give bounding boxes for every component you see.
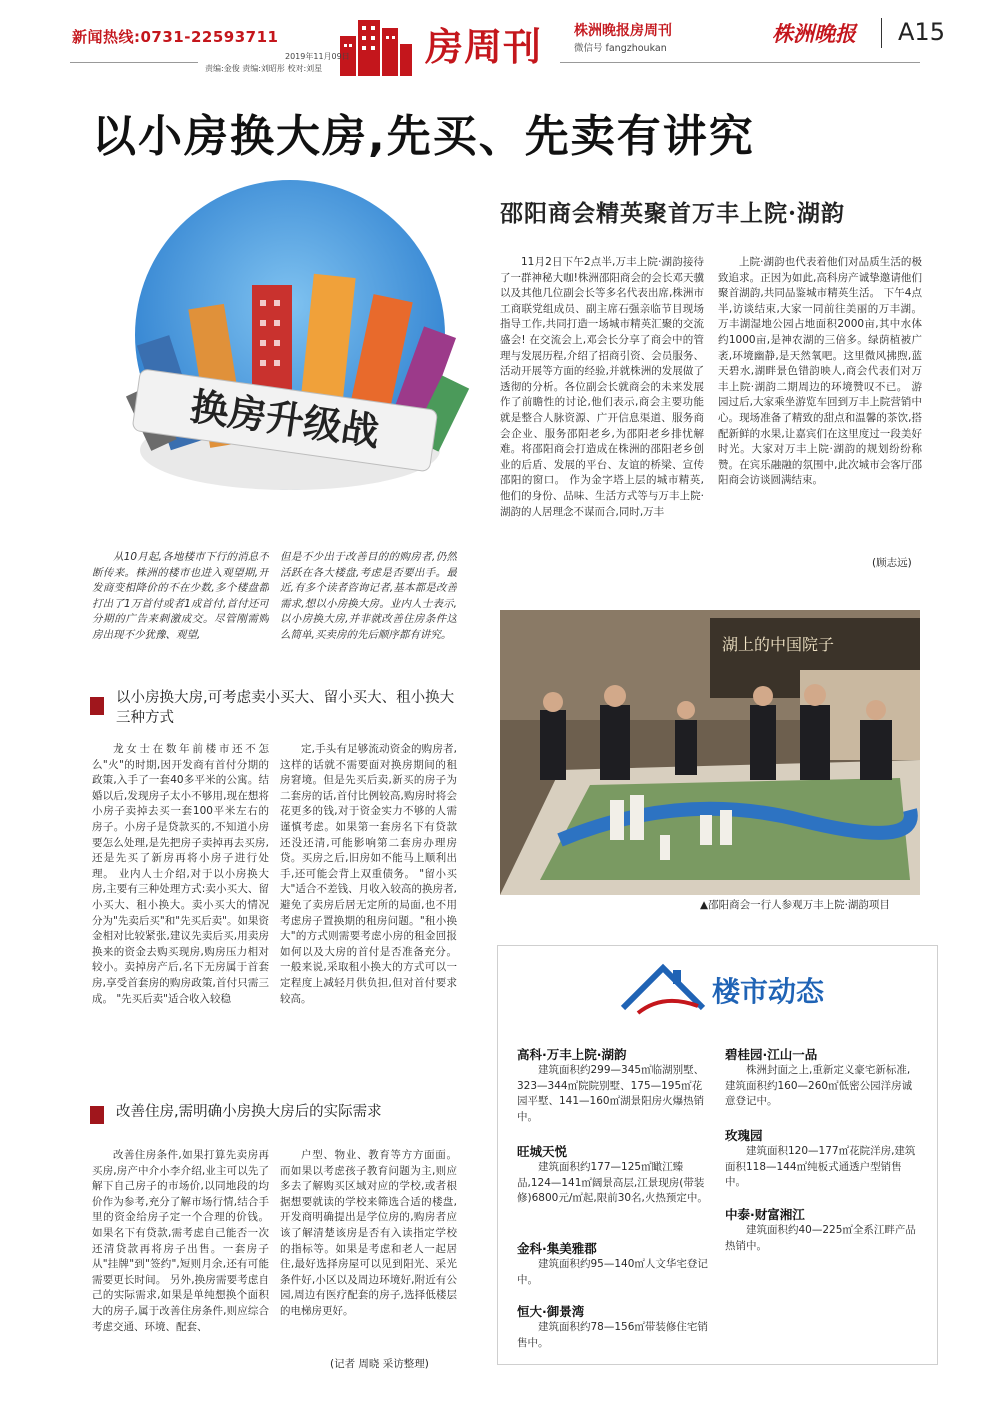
header-rule-right bbox=[560, 62, 920, 63]
market-item-name: 玫瑰园 bbox=[725, 1128, 763, 1143]
news-byline: (顾志远) bbox=[872, 557, 912, 569]
page-number: A15 bbox=[898, 18, 945, 46]
intro-text-b: 但是不少出于改善目的的购房者,仍然活跃在各大楼盘,考虑是否要出手。最近,有多个读者咨询记者,基本都是改善需求,想以小房换大房。业内人士表示,以小房换大房,并非就改善住房条件这么简单,买卖房的先后顺序都有讲究。 bbox=[280, 551, 457, 641]
intro-col-2 bbox=[280, 550, 457, 658]
market-item-name: 高科·万丰上院·湖韵 bbox=[517, 1047, 627, 1062]
wechat-id: 微信号 fangzhoukan bbox=[574, 43, 667, 54]
article-headline: 以小房换大房,先买、先卖有讲究 bbox=[92, 111, 755, 162]
news-text-b: 上院·湖韵也代表着他们对品质生活的极致追求。正因为如此,高科房产诚挚邀请他们聚首湖韵,共同品鉴城市精英生活。 下午4点半,访谈结束,大家一同前往美丽的万丰湖。万丰湖湿地公园占地面积2000亩,其中水体约1000亩,是神农湖的三倍多。绿荫植被广袤,环境幽静,是天然氧吧。这里微风拂煦,蓝天碧水,湖畔景色错韵映人,商会代表们对万丰上院·湖韵二期周边的环境赞叹不已。 游园过后,大家乘坐游览车回到万丰上院营销中心。现场准备了精致的甜点和温馨的茶饮,搭配新鲜的水果,让嘉宾们在这里度过一段美好时光。大家对万丰上院·湖韵的规划纷纷称赞。在宾乐融融的氛围中,此次城市会客厅邵阳商会访谈圆满结束。 bbox=[718, 256, 922, 487]
intro-text-a: 从10月起,各地楼市下行的消息不断传来。株洲的楼市也进入观望期,开发商变相降价的不在少数,多个楼盘都打出了1万首付或者1成首付,首付还可分期的广告来刺激成交。尽管刚需购房出现不少犹豫、观望, bbox=[92, 551, 269, 641]
section-2-byline: (记者 周晓 采访整理) bbox=[330, 1358, 429, 1370]
section-1-col-2 bbox=[280, 742, 457, 1067]
paper-subtitle: 株洲晚报房周刊 bbox=[574, 23, 672, 39]
section-2-heading: 改善住房,需明确小房换大房后的实际需求 bbox=[116, 1104, 382, 1120]
market-item-name: 旺城天悦 bbox=[517, 1144, 568, 1159]
header-rule bbox=[70, 62, 198, 63]
news-text-a: 11月2日下午2点半,万丰上院·湖韵接待了一群神秘大咖!株洲邵阳商会的会长邓天骥以及其他几位副会长等多名代表出席,株洲市工商联党组成员、副主席石强亲临节目现场指导工作,共同打造一场城市精英汇聚的交流盛会! 在交流会上,邓会长分享了商会中的管理与发展历程,介绍了招商引资、会员服务、活动开展等方面的经验,并就株洲的发展做了透彻的分析。各位副会长就商会的未来发展作了前瞻性的讨论,他们表示,商会主要功能就是整合人脉资源、广开信息渠道、服务商会企业、服务邵阳老乡,为邵阳老乡排忧解难。将邵阳商会打造成在株洲的邵阳老乡创业的后盾、发展的平台、友谊的桥梁、宣传邵阳的窗口。 作为金字塔上层的城市精英,他们的身份、品味、生活方式等与万丰上院·湖韵的人居理念不谋而合,同时,万丰 bbox=[500, 256, 704, 518]
section-2-col-2 bbox=[280, 1148, 457, 1353]
news-hotline: 新闻热线:0731-22593711 bbox=[72, 28, 279, 46]
house-roof-icon bbox=[618, 958, 708, 1018]
news-col-1 bbox=[500, 255, 704, 585]
section-1-text-a: 龙女士在数年前楼市还不怎么"火"的时期,因开发商有首付分期的政策,入手了一套40多平米的公寓。结婚以后,发现房子太小不够用,现在想将小房子卖掉去买一套100平米左右的房子。小房子是贷款买的,不知道小房要怎么处理,是先把房子卖掉再去买房,还是先买了新房再将小房子进行处理。 业内人士介绍,对于以小房换大房,主要有三种处理方式:卖小买大、留小买大、租小换大。卖小买大的情况分为"先卖后买"和"先买后卖"。如果资金相对比较紧张,建议先卖后买,用卖房换来的资金去购买现房,购房压力相对较小。卖掉房产后,名下无房属于首套房,享受首套房的购房政策,首付只需三成。 "先买后卖"适合收入较稳 bbox=[92, 743, 269, 1005]
market-item-desc: 建筑面积约177—125㎡瞰江臻品,124—141㎡阔景高层,江景现房(带装修)6800元/㎡起,限前30名,火热预定中。 bbox=[517, 1161, 708, 1205]
column-brand: 房周刊 bbox=[425, 24, 543, 69]
event-photo bbox=[500, 610, 920, 895]
photo-caption: ▲邵阳商会一行人参观万丰上院·湖韵项目 bbox=[700, 899, 890, 911]
section-1-text-b: 定,手头有足够流动资金的购房者,这样的话就不需要面对换房期间的租房窘境。但是先买后卖,新买的房子为二套房的话,首付比例较高,购房时将会花更多的钱,对于资金实力不够的人需谨慎考虑。如果第一套房名下有贷款还没还清,可能影响第二套房办理房贷。买房之后,旧房如不能马上顺利出手,还可能会背上双重债务。 "留小买大"适合不差钱、月收入较高的换房者,避免了卖房后居无定所的局面,也不用考虑房子置换期的租房问题。"租小换大"的方式则需要考虑小房的租金回报如何以及大房的首付是否准备充分。一般来说,采取租小换大的方式可以一定程度上减轻月供负担,但对首付要求较高。 bbox=[280, 743, 457, 1005]
market-item-desc: 株洲封面之上,重新定义豪宅新标准,建筑面积约160—260㎡低密公园洋房诚意登记中。 bbox=[725, 1064, 913, 1108]
section-1-col-1 bbox=[92, 742, 269, 1077]
newspaper-logo: 株洲晚报 bbox=[772, 21, 856, 46]
intro-col-1 bbox=[92, 550, 269, 658]
issue-date: 2019年11月09日 bbox=[285, 52, 350, 61]
editor-credits: 责编:金俊 责编:刘昭彤 校对:刘星 bbox=[205, 64, 323, 73]
market-item-desc: 建筑面积约95—140㎡人文华宅登记中。 bbox=[517, 1258, 708, 1286]
market-item-desc: 建筑面积约299—345㎡临湖别墅、323—344㎡院院别墅、175—195㎡花园平墅、141—160㎡湖景阳房火爆热销中。 bbox=[517, 1064, 705, 1123]
market-item-desc: 建筑面积约40—225㎡全系江畔产品热销中。 bbox=[725, 1224, 916, 1252]
housing-illustration bbox=[90, 175, 490, 545]
market-item-name: 中泰·财富湘江 bbox=[725, 1207, 805, 1222]
illustration-label: 换房升级战 bbox=[187, 383, 383, 455]
section-marker bbox=[90, 697, 104, 715]
section-2-text-b: 户型、物业、教育等方方面面。而如果以考虑孩子教育问题为主,则应多去了解购买区域对应的学校,或者根据想要就读的学校来筛选合适的楼盘,开发商明确提出是学位房的,购房者应该了解清楚该房是否有入读指定学校的指标等。如果是考虑和老人一起居住,最好选择房屋可以见到阳光、采光条件好,小区以及周边环境好,附近有公园,周边有医疗配套的房子,选择低楼层的电梯房更好。 bbox=[280, 1149, 457, 1317]
market-item-name: 恒大·御景湾 bbox=[517, 1304, 585, 1319]
market-item-name: 碧桂园·江山一品 bbox=[725, 1047, 818, 1062]
market-title: 楼市动态 bbox=[712, 975, 825, 1008]
section-2-text-a: 改善住房条件,如果打算先卖房再买房,房产中介小李介绍,业主可以先了解下自己房子的市场价,以同地段的均价作为参考,充分了解市场行情,结合手里的资金给房子定一个合理的价钱。如果名下有贷款,需考虑自己能否一次还清贷款再将房子出售。一套房子从"挂牌"到"签约",短则月余,还有可能需要更长时间。 另外,换房需要考虑自己的实际需求,如果是单纯想换个面积大的房子,属于改善住房条件,则应综合考虑交通、环境、配套、 bbox=[92, 1149, 269, 1333]
market-item-desc: 建筑面积120—177㎡花院洋房,建筑面积118—144㎡纯板式通透户型销售中。 bbox=[725, 1145, 916, 1189]
photo-sign-text: 湖上的中国院子 bbox=[722, 635, 835, 654]
news-col-2 bbox=[718, 255, 922, 555]
market-item-desc: 建筑面积约78—156㎡带装修住宅销售中。 bbox=[517, 1321, 708, 1349]
section-2-col-1 bbox=[92, 1148, 269, 1368]
header-divider bbox=[881, 18, 882, 48]
section-1-heading: 以小房换大房,可考虑卖小买大、留小买大、租小换大三种方式 bbox=[116, 690, 455, 726]
building-logo-icon bbox=[340, 14, 412, 76]
market-item-name: 金科·集美雅郡 bbox=[517, 1241, 597, 1256]
section-marker bbox=[90, 1106, 104, 1124]
news-headline: 邵阳商会精英聚首万丰上院·湖韵 bbox=[500, 200, 846, 227]
